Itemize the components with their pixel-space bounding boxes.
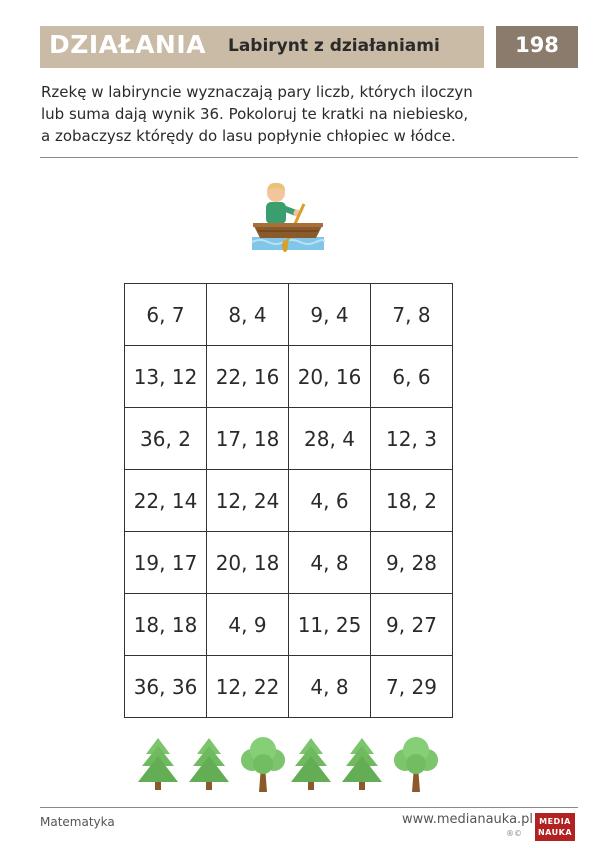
maze-cell[interactable]: 4, 8 xyxy=(289,532,371,594)
maze-cell[interactable]: 36, 2 xyxy=(125,408,207,470)
maze-cell[interactable]: 7, 29 xyxy=(371,656,453,718)
maze-cell[interactable]: 18, 2 xyxy=(371,470,453,532)
maze-cell[interactable]: 36, 36 xyxy=(125,656,207,718)
divider xyxy=(40,157,578,158)
maze-cell[interactable]: 9, 27 xyxy=(371,594,453,656)
maze-cell[interactable]: 7, 8 xyxy=(371,284,453,346)
leafy-tree-icon xyxy=(394,737,438,792)
instruction-line: lub suma dają wynik 36. Pokoloruj te kratki na niebiesko, xyxy=(41,105,469,123)
maze-cell[interactable]: 4, 8 xyxy=(289,656,371,718)
maze-cell[interactable]: 12, 22 xyxy=(207,656,289,718)
spruce-tree-icon xyxy=(138,738,178,790)
divider xyxy=(40,807,578,808)
maze-cell[interactable]: 22, 14 xyxy=(125,470,207,532)
maze-cell[interactable]: 9, 28 xyxy=(371,532,453,594)
maze-cell[interactable]: 8, 4 xyxy=(207,284,289,346)
maze-cell[interactable]: 6, 7 xyxy=(125,284,207,346)
maze-cell[interactable]: 19, 17 xyxy=(125,532,207,594)
worksheet-title: Labirynt z działaniami xyxy=(228,36,440,56)
maze-row xyxy=(125,408,453,470)
leafy-tree-icon xyxy=(241,737,285,792)
maze-cell[interactable]: 20, 16 xyxy=(289,346,371,408)
footer-subject: Matematyka xyxy=(40,815,115,829)
maze-row xyxy=(125,656,453,718)
maze-cell[interactable]: 22, 16 xyxy=(207,346,289,408)
maze-cell[interactable]: 20, 18 xyxy=(207,532,289,594)
maze-cell[interactable]: 18, 18 xyxy=(125,594,207,656)
maze-cell[interactable]: 13, 12 xyxy=(125,346,207,408)
spruce-tree-icon xyxy=(189,738,229,790)
maze-cell[interactable]: 17, 18 xyxy=(207,408,289,470)
maze-cell[interactable]: 28, 4 xyxy=(289,408,371,470)
maze-cell[interactable]: 11, 25 xyxy=(289,594,371,656)
maze-cell[interactable]: 12, 3 xyxy=(371,408,453,470)
instruction-line: a zobaczysz którędy do lasu popłynie chłopiec w łódce. xyxy=(41,127,456,145)
maze-cell[interactable]: 9, 4 xyxy=(289,284,371,346)
maze-cell[interactable]: 6, 6 xyxy=(371,346,453,408)
maze-cell[interactable]: 4, 6 xyxy=(289,470,371,532)
maze-row xyxy=(125,346,453,408)
section-title: DZIAŁANIA xyxy=(49,30,207,59)
maze-grid xyxy=(124,283,453,718)
logo-line: NAUKA xyxy=(537,828,573,837)
spruce-tree-icon xyxy=(291,738,331,790)
logo-line: MEDIA xyxy=(539,817,571,826)
instruction-line: Rzekę w labiryncie wyznaczają pary liczb, których iloczyn xyxy=(41,83,473,101)
footer-url[interactable]: www.medianauka.pl xyxy=(402,812,534,827)
maze-cell[interactable]: 12, 24 xyxy=(207,470,289,532)
footer-marks: ®© xyxy=(506,829,522,838)
boy-in-boat-icon xyxy=(250,180,326,254)
page-number: 198 xyxy=(515,33,559,57)
maze-row xyxy=(125,532,453,594)
media-nauka-logo xyxy=(535,813,575,841)
maze-row xyxy=(125,594,453,656)
spruce-tree-icon xyxy=(342,738,382,790)
maze-row xyxy=(125,284,453,346)
forest xyxy=(135,736,445,792)
maze-row xyxy=(125,470,453,532)
maze-cell[interactable]: 4, 9 xyxy=(207,594,289,656)
instructions xyxy=(41,81,561,147)
